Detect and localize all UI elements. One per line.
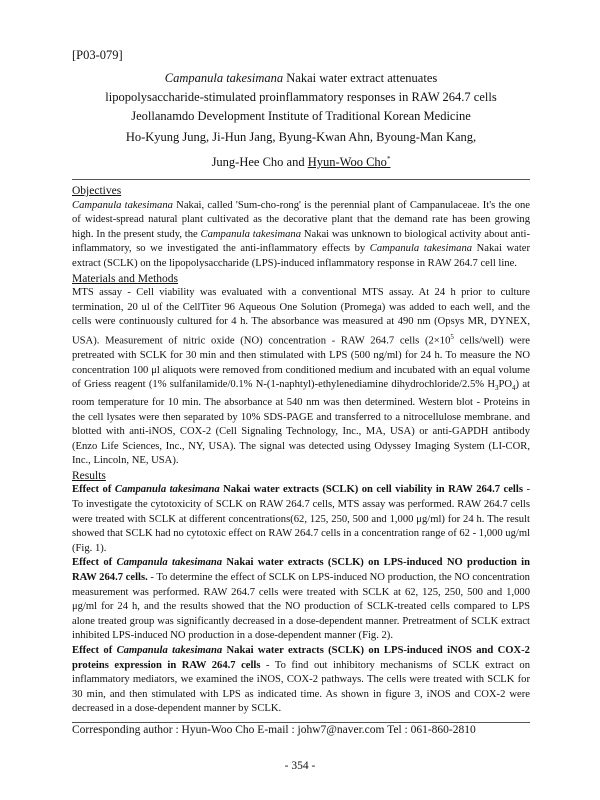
species-name: Campanula takesimana (116, 644, 223, 656)
methods-text (72, 286, 530, 469)
authors-line-2-prefix: Jung-Hee Cho and (211, 155, 308, 170)
species-name: Campanula takesimana (200, 228, 302, 240)
title-line-2: lipopolysaccharide-stimulated proinflammatory responses in RAW 264.7 cells (105, 90, 497, 104)
abstract-title (72, 69, 530, 126)
methods-text-c: PO (498, 379, 513, 391)
objectives-text-1: Nakai, called 'Sum-cho-rong' is the perennial plant of Campanulaceae. It's the one of widest-spread natural plant cultivated as the decorative plant that the demand rate has been growing high. In the present study, the (72, 199, 530, 240)
species-name: Campanula takesimana (116, 557, 223, 569)
methods-text-a: MTS assay - Cell viability was evaluated with a conventional MTS assay. At 24 h prior to culture termination, 20 ul of the CellTiter 96 Aqueous One Solution (Promega) was added to each well, and the cells were continuously cultured for 4 h. The absorbance was measured at 490 nm (Opsys MR, DYNEX, USA). Measurement of nitric oxide (NO) concentration - RAW 264.7 cells (2×10 (72, 287, 530, 347)
result-1-text: - To investigate the cytotoxicity of SCLK on RAW 264.7 cells, MTS assay was performed. RAW 264.7 cells were treated with SCLK at different concentrations(62, 125, 250, 500 and 1,000 μg/ml) for 24 h. The result showed that SCLK had no cytotoxic effect on RAW 264.7 cells in a concentration range of 62 - 1,000 ug/ml (Fig. 1). (72, 484, 531, 554)
methods-sub-1: 3 (495, 384, 499, 393)
result-2 (72, 556, 530, 644)
result-1-heading-a: Effect of (72, 484, 115, 496)
methods-heading: Materials and Methods (72, 272, 179, 285)
objectives-text (72, 199, 530, 272)
result-3-heading-a: Effect of (72, 644, 117, 656)
objectives-text-2: Nakai was unknown to biological activity about anti-inflammatory, so we investigated the anti-inflammatory effects by (72, 228, 530, 255)
results-heading: Results (72, 469, 106, 482)
authors (72, 126, 530, 173)
result-2-text: - To determine the effect of SCLK on LPS-induced NO production, the NO concentration measurement was performed. RAW 264.7 cells were treated with SCLK at 62, 125, 250, 500 and 1,000 μg/ml for 24 h, and the results showed that the NO production of SCLK-treated cells compared to LPS alone treated group was significantly decreased in a dose-dependent manner. Pretreatment of SCLK extract inhibited LPS-induced NO production in a dose-dependent manner (Fig. 2). (72, 571, 530, 642)
abstract-code: [P03-079] (72, 48, 123, 62)
methods-sup: 5 (450, 332, 454, 341)
result-2-heading-b: Nakai water extracts (SCLK) on LPS-induced NO production in RAW 264.7 cells. (72, 557, 530, 583)
footer-rule (72, 722, 530, 723)
result-3 (72, 644, 530, 717)
objectives-heading: Objectives (72, 185, 122, 198)
title-line-1 (72, 69, 530, 88)
methods-text-d: ) at room temperature for 10 min. The absorbance at 540 nm was then determined. Western blot - Proteins in the cell lysates were then separated by 10% SDS-PAGE and transferred to a nitrocellulose membrane. and blotted with anti-iNOS, COX-2 (Cell Signaling Technology, Inc., MA, USA) or anti-GAPDH antibody (Enzo Life Sciences, Inc., NY, USA). The signal was detected using Odyssey Imaging System (LI-COR, Inc., Lincoln, NE, USA). (72, 379, 530, 467)
corresponding-mark: * (386, 155, 391, 163)
corresponding-author-name: Hyun-Woo Cho (307, 155, 387, 170)
objectives-text-3: Nakai water extract (SCLK) on the lipopolysaccharide (LPS)-induced inflammatory response in RAW 264.7 cell line. (72, 243, 531, 270)
authors-line-2 (72, 148, 530, 173)
result-3-text: - To find out inhibitory mechanisms of SCLK extract on inflammatory mediators, we examined the iNOS, COX-2 pathways. The cells were treated with SCLK for 30 min, and then stimulated with LPS as indicated time. As shown in figure 3, iNOS and COX-2 were decreased in a dose-dependent manner by SCLK. (72, 659, 530, 715)
page-number: - 354 - (284, 760, 316, 772)
title-line-1-rest: Nakai water extract attenuates (283, 71, 438, 85)
methods-text-b: cells/well) were pretreated with SCLK for 30 min and then stimulated with LPS (500 ng/ml) for 24 h. To measure the NO concentration 100 μl aliquots were removed from conditioned medium and incubated with an equal volume of Griess reagent (1% sulfanilamide/0.1% N-(1-naphtyl)-ethylenediamine dihydrochloride/2.5% H (72, 335, 530, 391)
result-3-heading-b: Nakai water extracts (SCLK) on LPS-induced iNOS and COX-2 proteins expression in RAW 264.7 cells (72, 644, 530, 671)
institute: Jeollanamdo Development Institute of Traditional Korean Medicine (131, 109, 471, 123)
result-2-heading-a: Effect of (72, 557, 117, 569)
title-species: Campanula takesimana (164, 71, 284, 85)
authors-line-1: Ho-Kyung Jung, Ji-Hun Jang, Byung-Kwan Ahn, Byoung-Man Kang, (125, 130, 477, 144)
methods-sub-2: 4 (512, 384, 516, 393)
abstract-page (72, 48, 530, 717)
result-1-heading (72, 484, 523, 495)
corresponding-author (308, 155, 391, 169)
result-1-heading-b: Nakai water extracts (SCLK) on cell viability in RAW 264.7 cells (219, 484, 523, 496)
corresponding-author-footer: Corresponding author : Hyun-Woo Cho E-mail : johw7@naver.com Tel : 061-860-2810 (72, 724, 476, 736)
species-name: Campanula takesimana (114, 484, 220, 496)
species-name: Campanula takesimana (72, 199, 173, 211)
header-rule (72, 179, 530, 180)
species-name: Campanula takesimana (369, 243, 473, 255)
result-1 (72, 483, 530, 556)
